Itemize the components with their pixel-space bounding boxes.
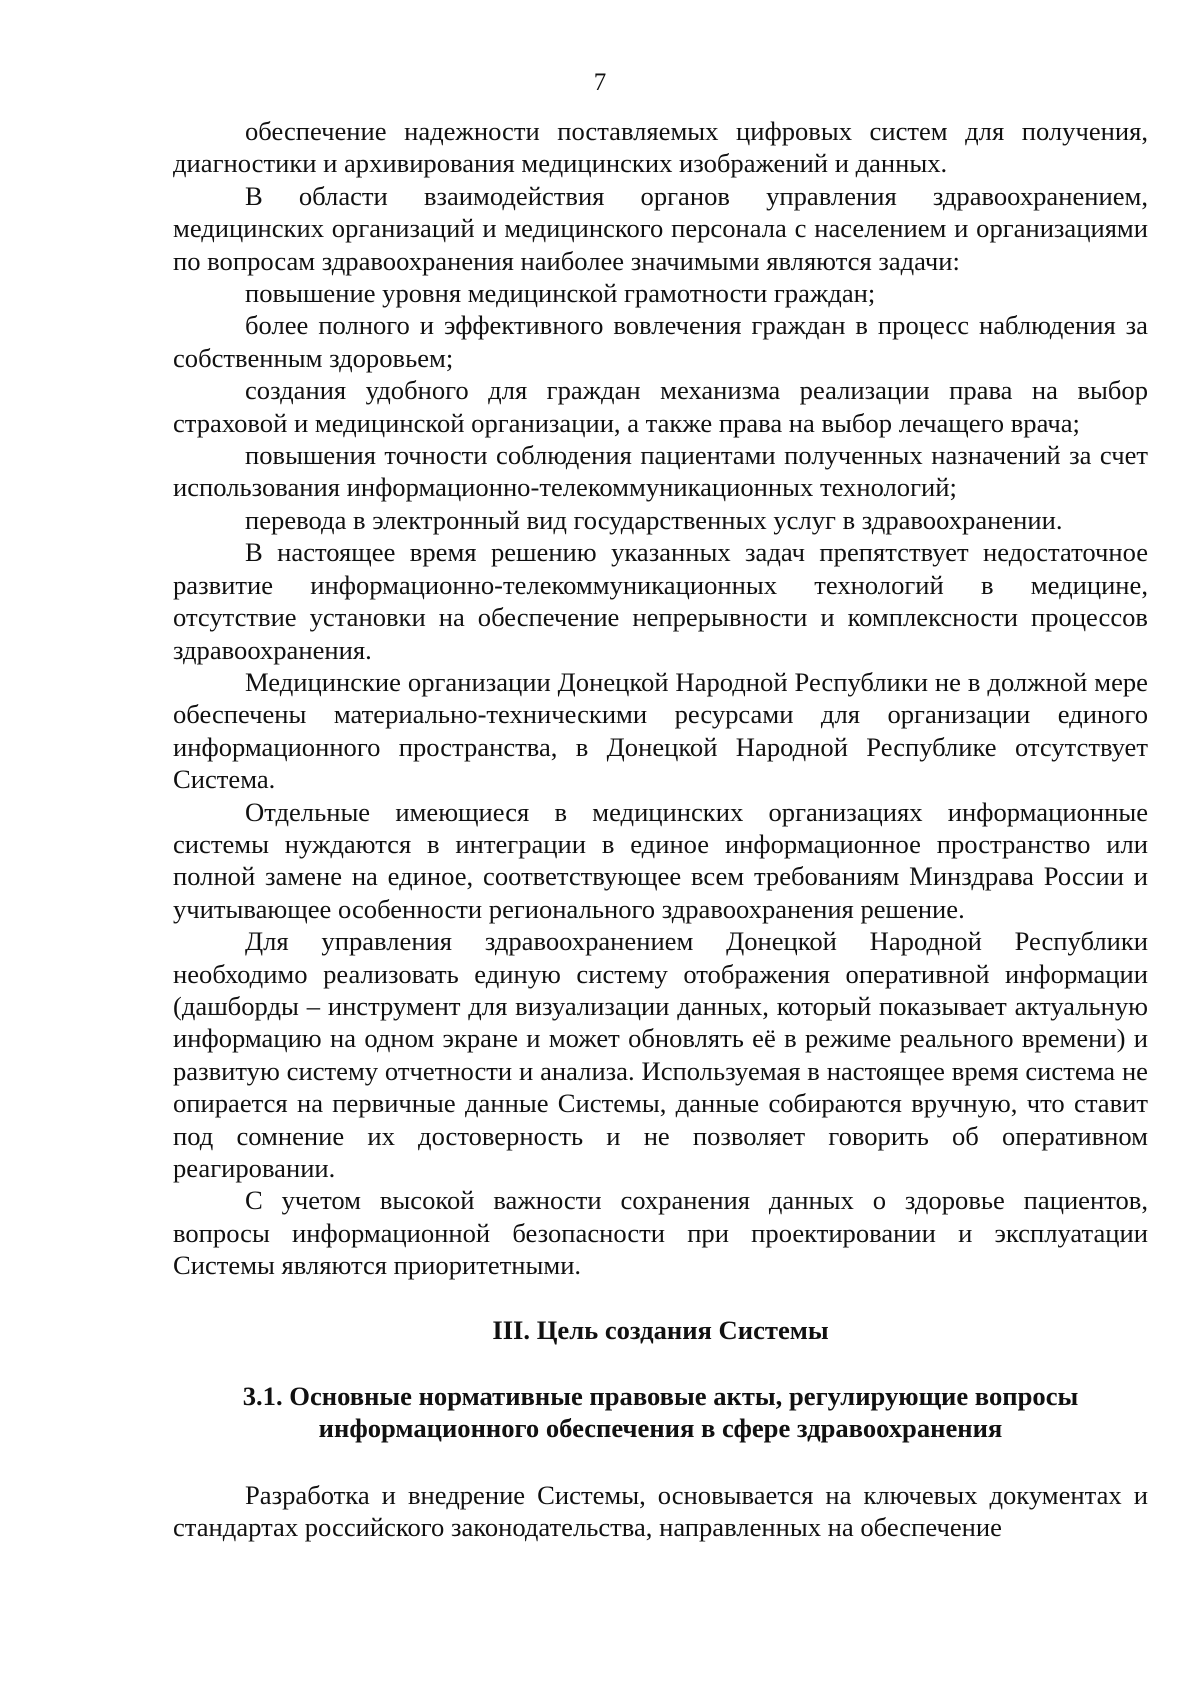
subsection-heading: 3.1. Основные нормативные правовые акты, регулирующие вопросы информационного обеспечения в сфере здравоохранения [242,1381,1079,1444]
document-body [173,115,1148,1544]
list-item-choice-mechanism: создания удобного для граждан механизма реализации права на выбор страховой и медицинской организации, а также права на выбор лечащего врача; [173,375,1148,438]
paragraph-obstacles: В настоящее время решению указанных задач препятствует недостаточное развитие информационно-телекоммуникационных технологий в медицине, отсутствие установки на обеспечение непрерывности и комплексности процессов здравоохранения. [173,537,1148,665]
paragraph-resources: Медицинские организации Донецкой Народной Республики не в должной мере обеспечены материально-техническими ресурсами для организации единого информационного пространства, в Донецкой Народной Республике отсутствует Система. [173,666,1148,795]
list-item-prescription-compliance: повышения точности соблюдения пациентами полученных назначений за счет использования информационно-телекоммуникационных технологий; [173,440,1148,503]
section-heading: III. Цель создания Системы [492,1314,829,1345]
page-number: 7 [593,69,607,96]
paragraph-dashboards: Для управления здравоохранением Донецкой Народной Республики необходимо реализовать единую систему отображения оперативной информации (дашборды – инструмент для визуализации данных, который показывает актуальную информацию на одном экране и может обновлять её в режиме реального времени) и развитую систему отчетности и анализа. Используемая в настоящее время система не опирается на первичные данные Системы, данные собираются вручную, что ставит под сомнение их достоверность и не позволяет говорить об оперативном реагировании. [173,926,1148,1183]
paragraph-security: С учетом высокой важности сохранения данных о здоровье пациентов, вопросы информационной безопасности при проектировании и эксплуатации Системы являются приоритетными. [173,1185,1148,1281]
paragraph-image-reliability: обеспечение надежности поставляемых цифровых систем для получения, диагностики и архивирования медицинских изображений и данных. [173,116,1148,179]
paragraph-legal-basis: Разработка и внедрение Системы, основывается на ключевых документах и стандартах российского законодательства, направленных на обеспечение [173,1479,1148,1543]
paragraph-integration: Отдельные имеющиеся в медицинских организациях информационные системы нуждаются в интеграции в единое информационное пространство или полной замене на единое, соответствующее всем требованиям Минздрава России и учитывающее особенности регионального здравоохранения решение. [173,796,1148,924]
list-item-e-services: перевода в электронный вид государственных услуг в здравоохранении. [245,504,1063,535]
list-item-engagement: более полного и эффективного вовлечения граждан в процесс наблюдения за собственным здоровьем; [173,310,1148,373]
list-item-literacy: повышение уровня медицинской грамотности граждан; [245,278,876,309]
paragraph-interaction-tasks: В области взаимодействия органов управления здравоохранением, медицинских организаций и медицинского персонала с населением и организациями по вопросам здравоохранения наиболее значимыми являются задачи: [173,180,1148,276]
